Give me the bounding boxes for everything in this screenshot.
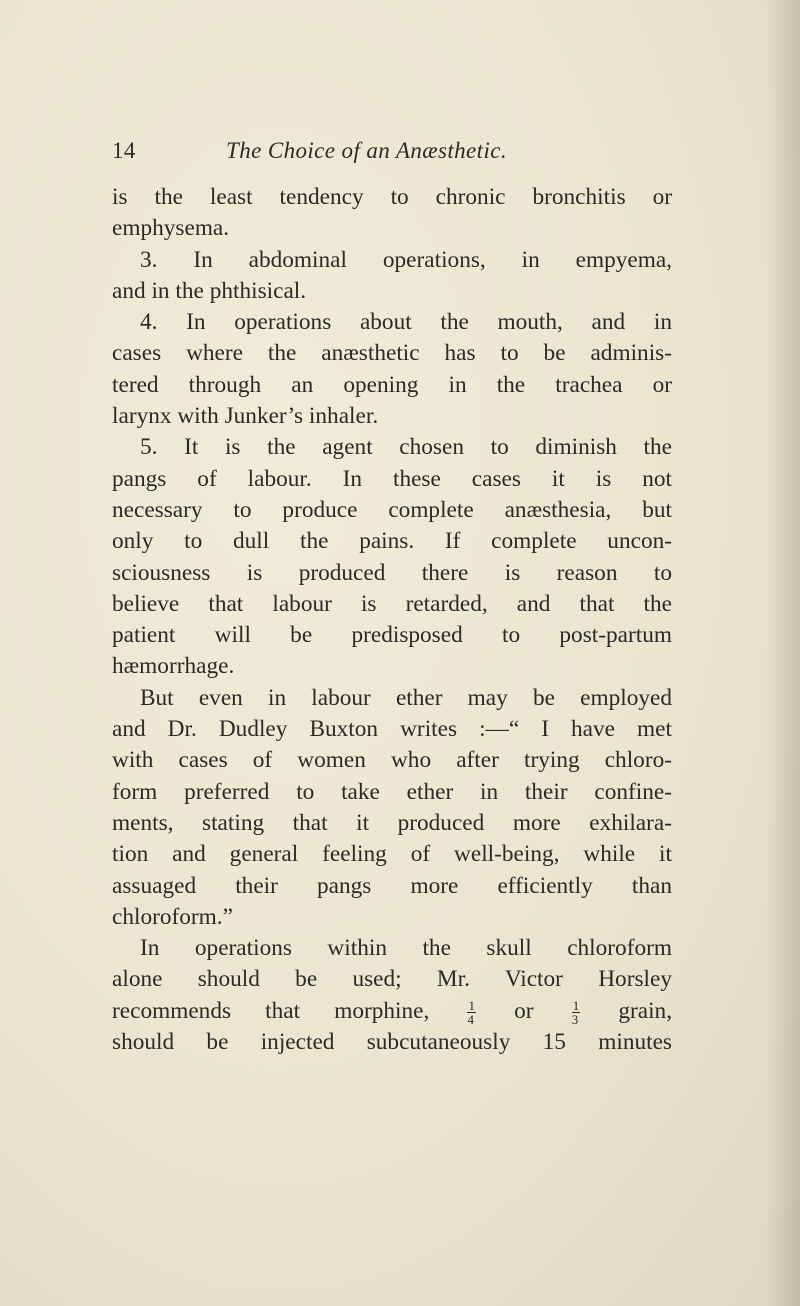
text-line: with cases of women who after trying chloro- (112, 747, 672, 774)
text-line: But even in labour ether may be employed (140, 684, 672, 711)
text-line: pangs of labour. In these cases it is not (112, 465, 672, 492)
text-line: chloroform.” (112, 903, 233, 930)
fraction-numerator: 1 (468, 997, 475, 1013)
body-text (112, 182, 672, 1058)
text-line: cases where the anæsthetic has to be adminis- (112, 340, 672, 367)
fraction-numerator: 1 (572, 997, 580, 1013)
text-line: should be injected subcutaneously 15 minutes (112, 1029, 672, 1056)
text-line: emphysema. (112, 215, 230, 242)
text-line: and in the phthisical. (112, 277, 307, 304)
text-line: sciousness is produced there is reason to (112, 559, 672, 586)
page-header (112, 138, 672, 172)
running-title: The Choice of an Anæsthetic. (226, 138, 508, 163)
text-line: tered through an opening in the trachea or (112, 371, 672, 398)
text-line: larynx with Junker’s inhaler. (112, 403, 379, 430)
fraction-one-third (572, 999, 581, 1026)
text-line: necessary to produce complete anæsthesia, but (112, 496, 672, 523)
text-line: assuaged their pangs more efficiently than (112, 872, 672, 899)
text-line: only to dull the pains. If complete uncon- (112, 528, 672, 555)
text-line: and Dr. Dudley Buxton writes :—“ I have met (112, 716, 672, 743)
text-segment: or (514, 997, 534, 1024)
text-line: ments, stating that it produced more exhilara- (112, 809, 672, 836)
text-segment: recommends that morphine, (112, 997, 430, 1024)
text-line: 4. In operations about the mouth, and in (140, 309, 672, 336)
text-line: tion and general feeling of well-being, while it (112, 841, 672, 868)
fraction-denominator: 3 (571, 1011, 579, 1027)
text-line-with-fractions (112, 996, 672, 1027)
text-line: 5. It is the agent chosen to diminish the (140, 434, 672, 461)
text-line: alone should be used; Mr. Victor Horsley (112, 966, 672, 993)
fraction-one-quarter (467, 999, 476, 1026)
page-edge-shadow (766, 0, 800, 1306)
fraction-denominator: 4 (467, 1011, 474, 1027)
text-line: patient will be predisposed to post-partum (112, 622, 672, 649)
page-number: 14 (112, 138, 136, 163)
text-segment: grain, (618, 997, 673, 1024)
text-line: believe that labour is retarded, and that the (112, 590, 672, 617)
text-line: is the least tendency to chronic bronchitis or (112, 184, 672, 210)
text-line: hæmorrhage. (112, 653, 235, 680)
text-line: In operations within the skull chloroform (140, 935, 672, 962)
text-line: 3. In abdominal operations, in empyema, (140, 246, 672, 273)
text-line: form preferred to take ether in their confine- (112, 778, 672, 805)
